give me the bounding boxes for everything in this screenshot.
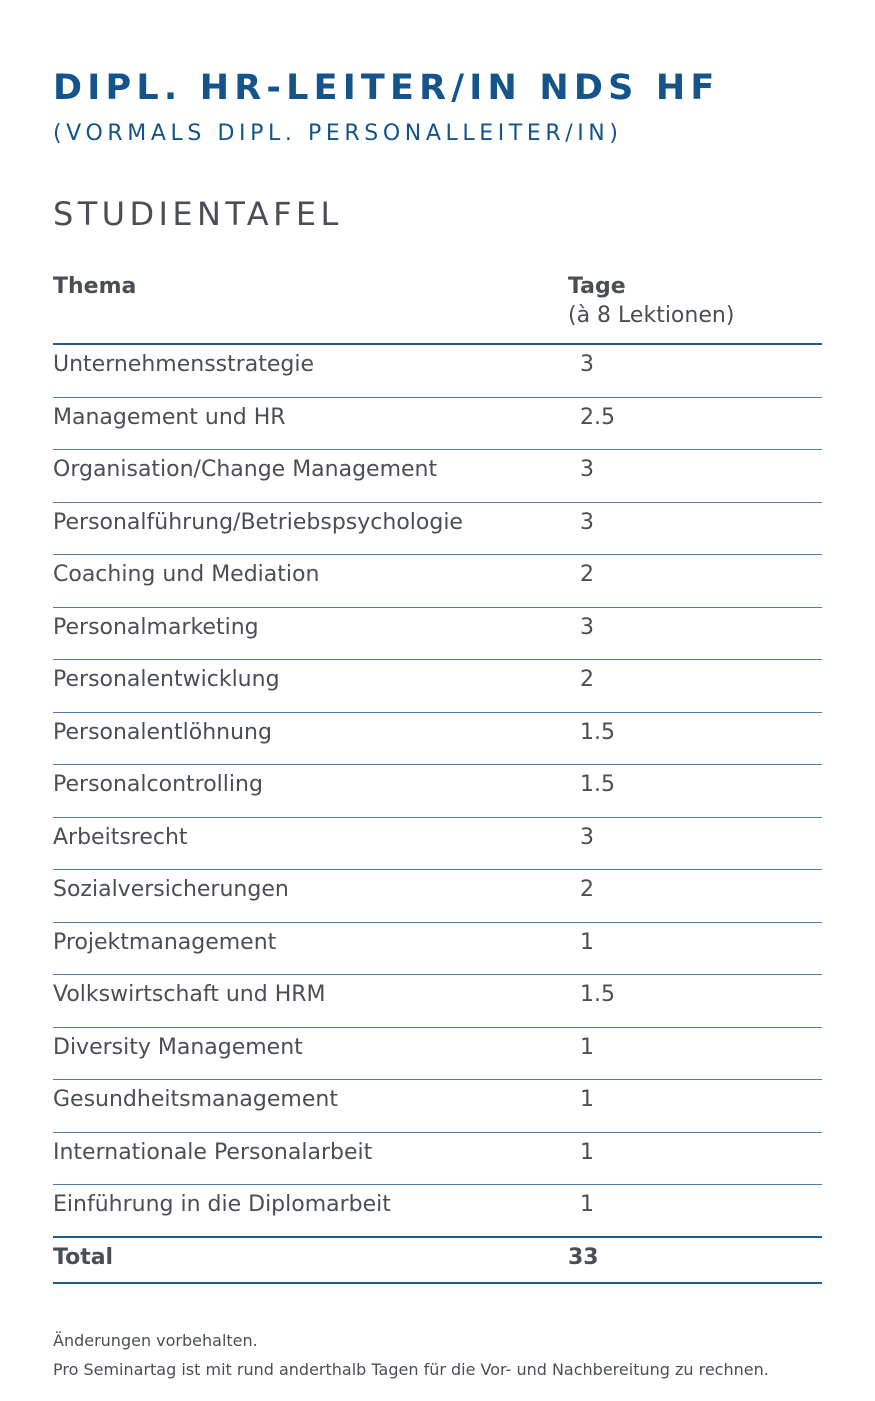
table-row (53, 398, 822, 451)
row-days: 1 (580, 929, 594, 955)
row-days: 1.5 (580, 982, 615, 1007)
row-days: 2 (580, 667, 594, 692)
row-days: 1 (580, 1192, 594, 1217)
total-row (53, 1238, 822, 1284)
column-header-days-sub: (à 8 Lektionen) (568, 303, 735, 328)
table-row (53, 765, 822, 818)
table-row (53, 555, 822, 608)
row-topic: Unternehmensstrategie (53, 352, 315, 377)
row-topic: Volkswirtschaft und HRM (53, 982, 326, 1007)
row-days: 2.5 (580, 404, 615, 430)
footnote-changes: Änderungen vorbehalten. (53, 1331, 258, 1350)
table-row (53, 1080, 822, 1133)
column-header-days (568, 272, 734, 330)
row-days: 2 (580, 877, 594, 902)
footnote-preparation: Pro Seminartag ist mit rund anderthalb Tagen für die Vor- und Nachbereitung zu rechnen. (53, 1360, 769, 1379)
table-row (53, 870, 822, 923)
section-title: STUDIENTAFEL (53, 195, 343, 233)
row-topic: Coaching und Mediation (53, 562, 320, 587)
row-topic: Gesundheitsmanagement (53, 1087, 338, 1112)
row-topic: Personalentlöhnung (53, 719, 272, 745)
row-days: 2 (580, 562, 594, 587)
column-header-days-label: Tage (568, 274, 626, 299)
study-table (53, 268, 822, 1284)
table-header (53, 268, 822, 345)
row-topic: Projektmanagement (53, 929, 277, 955)
row-days: 3 (580, 509, 594, 535)
table-row (53, 1028, 822, 1081)
row-topic: Personalmarketing (53, 614, 259, 640)
row-days: 3 (580, 614, 594, 640)
row-days: 3 (580, 457, 594, 482)
table-row (53, 345, 822, 398)
row-days: 1 (580, 1034, 594, 1060)
row-topic: Personalcontrolling (53, 772, 263, 797)
row-topic: Arbeitsrecht (53, 824, 188, 850)
row-topic: Sozialversicherungen (53, 877, 289, 902)
row-days: 1.5 (580, 772, 615, 797)
row-topic: Management und HR (53, 404, 286, 430)
table-row (53, 503, 822, 556)
table-row (53, 975, 822, 1028)
row-days: 1 (580, 1087, 594, 1112)
page-subtitle: (VORMALS DIPL. PERSONALLEITER/IN) (53, 121, 623, 146)
total-value: 33 (568, 1244, 599, 1270)
row-topic: Organisation/Change Management (53, 457, 438, 482)
column-header-topic: Thema (53, 274, 137, 299)
page-title: DIPL. HR-LEITER/IN NDS HF (53, 68, 720, 108)
row-days: 3 (580, 352, 594, 377)
row-topic: Personalführung/Betriebspsychologie (53, 509, 463, 535)
row-topic: Internationale Personalarbeit (53, 1139, 373, 1165)
row-topic: Diversity Management (53, 1034, 303, 1060)
table-row (53, 713, 822, 766)
table-row (53, 450, 822, 503)
total-label: Total (53, 1244, 114, 1270)
row-days: 1 (580, 1139, 594, 1165)
row-topic: Personalentwicklung (53, 667, 280, 692)
table-row (53, 608, 822, 661)
table-row (53, 1133, 822, 1186)
row-days: 1.5 (580, 719, 615, 745)
row-days: 3 (580, 824, 594, 850)
table-row (53, 923, 822, 976)
table-row (53, 818, 822, 871)
table-row (53, 1185, 822, 1238)
row-topic: Einführung in die Diplomarbeit (53, 1192, 391, 1217)
table-row (53, 660, 822, 713)
